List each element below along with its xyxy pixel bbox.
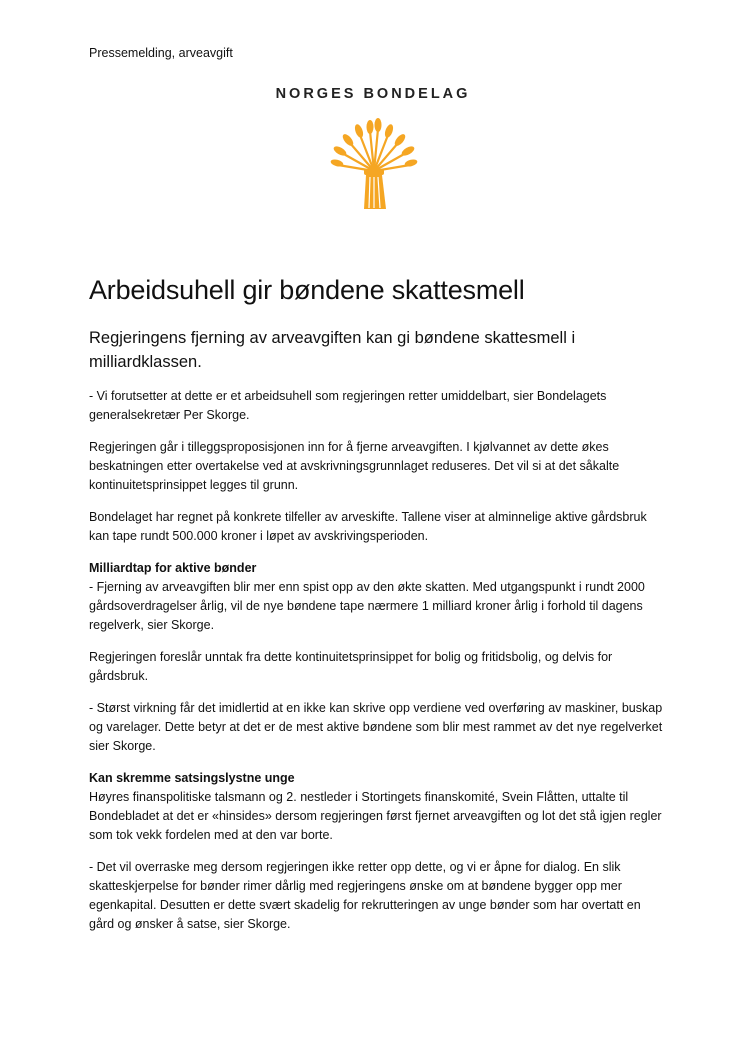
article-title: Arbeidsuhell gir bøndene skattesmell (89, 275, 525, 305)
section-heading: Milliardtap for aktive bønder (89, 561, 257, 575)
section-block (89, 559, 669, 635)
section-heading: Kan skremme satsingslystne unge (89, 771, 295, 785)
org-name: NORGES BONDELAG (275, 86, 471, 102)
paragraph: Regjeringen foreslår unntak fra dette kontinuitetsprinsippet for bolig og fritidsbolig, og delvis for gårdsbruk. (89, 650, 613, 683)
wheat-sheaf-icon (330, 113, 418, 213)
document-header-label: Pressemelding, arveavgift (89, 46, 233, 60)
paragraph: - Det vil overraske meg dersom regjeringen ikke retter opp dette, og vi er åpne for dialog. En slik skatteskjerpelse for bønder rimer dårlig med regjeringens ønske om at bøndene bygger opp mer egenkapital. Desutten er dette svært skadelig for rekrutteringen av unge bønder som har overtatt en gård og ønsker å satse, sier Skorge. (89, 860, 641, 931)
paragraph: - Vi forutsetter at dette er et arbeidsuhell som regjeringen retter umiddelbart, sier Bondelagets generalsekretær Per Skorge. (89, 389, 607, 422)
paragraph: Bondelaget har regnet på konkrete tilfeller av arveskifte. Tallene viser at alminnelige aktive gårdsbruk kan tape rundt 500.000 kroner i løpet av avskrivingsperioden. (89, 510, 647, 543)
paragraph: Regjeringen går i tilleggsproposisjonen inn for å fjerne arveavgiften. I kjølvannet av dette økes beskatningen etter overtakelse ved at avskrivningsgrunnlaget reduseres. Det vil si at det såkalte kontinuitetsprinsippet legges til grunn. (89, 440, 620, 492)
paragraph: - Størst virkning får det imidlertid at en ikke kan skrive opp verdiene ved overføring av maskiner, buskap og varelager. Dette betyr at det er de mest aktive bøndene som blir mest rammet av det nye regelverket sier Skorge. (89, 701, 663, 753)
section-lead: - Fjerning av arveavgiften blir mer enn spist opp av den økte skatten. Med utgangspunkt i rundt 2000 gårdsoverdragelser årlig, vil de nye bøndene tape nærmere 1 milliard kroner årlig i forhold til dagens regelverk, sier Skorge. (89, 580, 645, 632)
article (89, 272, 669, 947)
section-lead: Høyres finanspolitiske talsmann og 2. nestleder i Stortingets finanskomité, Svein Flåtten, uttalte til Bondebladet at det er «hinsides» dersom regjeringen først fjernet arveavgiften og lot det stå igjen regler som tok vekk fordelen med at den var borte. (89, 790, 662, 842)
article-subtitle: Regjeringens fjerning av arveavgiften kan gi bøndene skattesmell i milliardklassen. (89, 329, 576, 371)
section-block (89, 769, 669, 845)
